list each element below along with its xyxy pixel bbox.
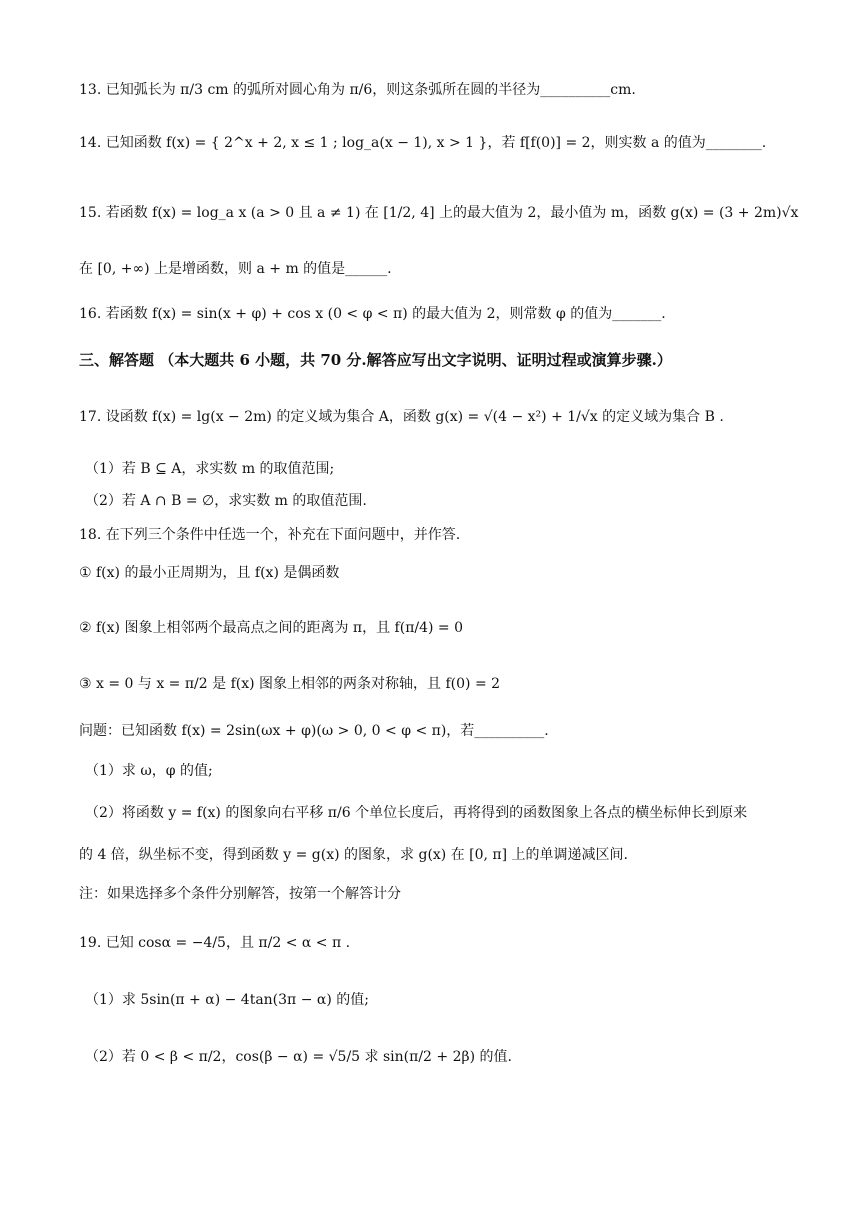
question-18-condition-2: ② f(x) 图象上相邻两个最高点之间的距离为 π，且 f(π/4) = 0: [79, 620, 464, 636]
question-17: 17. 设函数 f(x) = lg(x − 2m) 的定义域为集合 A，函数 g(x) = √(4 − x²) + 1/√x 的定义域为集合 B .: [79, 409, 724, 425]
question-17-part-2: （2）若 A ∩ B = ∅，求实数 m 的取值范围.: [85, 493, 367, 509]
question-19-part-2: （2）若 0 < β < π/2，cos(β − α) = √5/5 求 sin(π/2 + 2β) 的值.: [85, 1049, 512, 1065]
question-15-line-2: 在 [0, +∞) 上是增函数，则 a + m 的值是______.: [79, 261, 392, 277]
question-13: 13. 已知弧长为 π/3 cm 的弧所对圆心角为 π/6，则这条弧所在圆的半径为__________cm.: [79, 82, 636, 98]
question-18-condition-1: ① f(x) 的最小正周期为，且 f(x) 是偶函数: [79, 565, 340, 581]
question-14: 14. 已知函数 f(x) = { 2^x + 2, x ≤ 1 ; log_a(x − 1), x > 1 }，若 f[f(0)] = 2，则实数 a 的值为________.: [79, 135, 767, 151]
question-18-part-2-line-1: （2）将函数 y = f(x) 的图象向右平移 π/6 个单位长度后，再将得到的函数图象上各点的横坐标伸长到原来: [85, 805, 748, 821]
question-16: 16. 若函数 f(x) = sin(x + φ) + cos x (0 < φ < π) 的最大值为 2，则常数 φ 的值为_______.: [79, 306, 666, 322]
question-18-part-2-line-2: 的 4 倍，纵坐标不变，得到函数 y = g(x) 的图象，求 g(x) 在 [0, π] 上的单调递减区间.: [79, 847, 628, 863]
question-19: 19. 已知 cosα = −4/5，且 π/2 < α < π .: [79, 935, 351, 951]
question-18-intro: 18. 在下列三个条件中任选一个，补充在下面问题中，并作答.: [79, 527, 461, 543]
question-18-note: 注：如果选择多个条件分别解答，按第一个解答计分: [79, 886, 401, 902]
question-15-line-1: 15. 若函数 f(x) = log_a x (a > 0 且 a ≠ 1) 在 [1/2, 4] 上的最大值为 2，最小值为 m，函数 g(x) = (3 + 2m)√x: [79, 205, 799, 221]
question-19-part-1: （1）求 5sin(π + α) − 4tan(3π − α) 的值;: [85, 992, 369, 1008]
section-heading: 三、解答题 （本大题共 6 小题，共 70 分.解答应写出文字说明、证明过程或演算步骤.）: [79, 351, 672, 369]
question-17-part-1: （1）若 B ⊆ A，求实数 m 的取值范围;: [85, 461, 335, 477]
question-18-part-1: （1）求 ω，φ 的值;: [85, 763, 213, 779]
question-18-problem: 问题：已知函数 f(x) = 2sin(ωx + φ)(ω > 0, 0 < φ < π)，若__________.: [79, 723, 549, 739]
question-18-condition-3: ③ x = 0 与 x = π/2 是 f(x) 图象上相邻的两条对称轴，且 f(0) = 2: [79, 676, 501, 692]
